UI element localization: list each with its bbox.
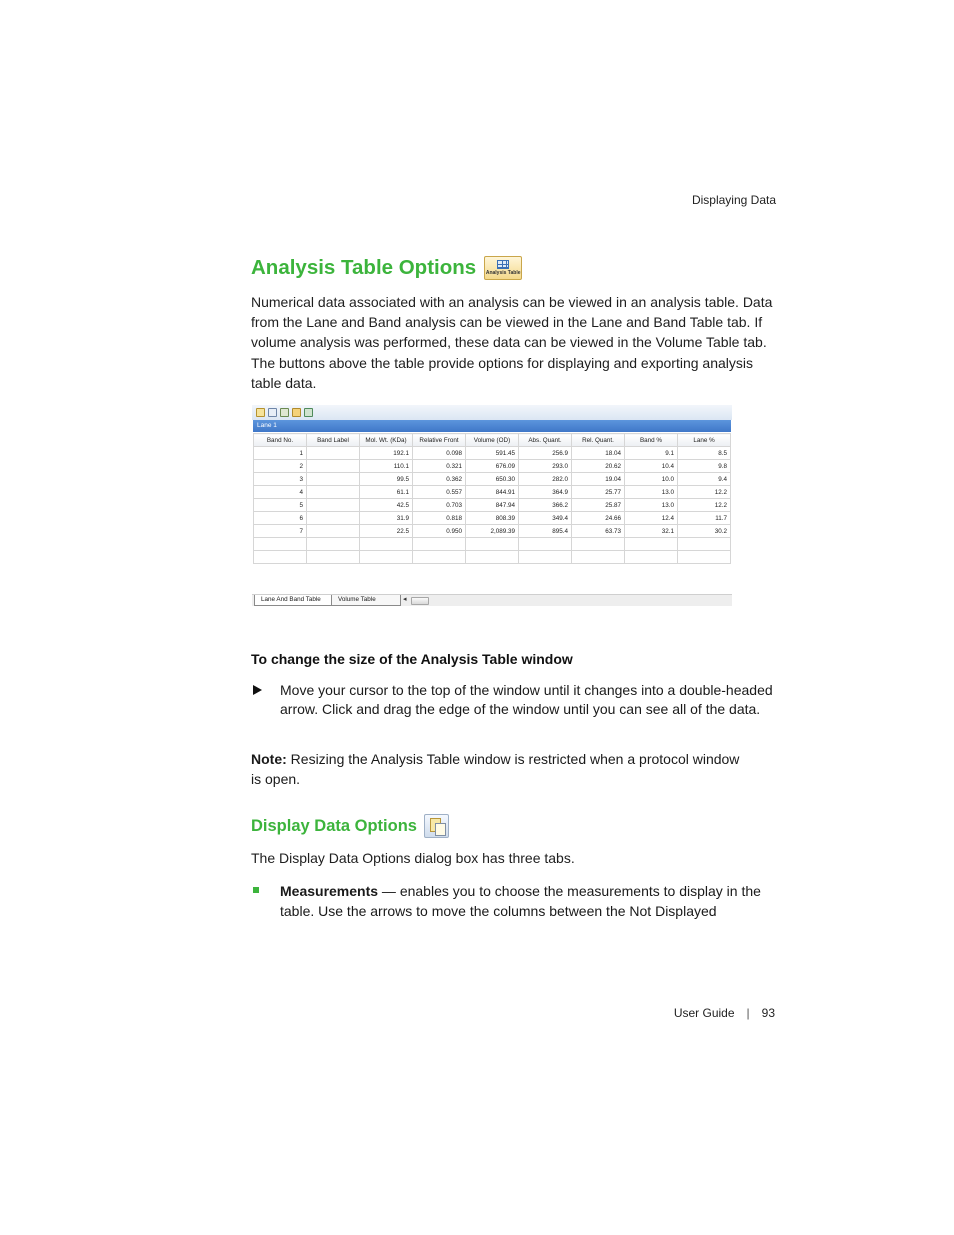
note-text: Resizing the Analysis Table window is restricted when a protocol window is open.: [251, 751, 740, 788]
table-cell: 110.1: [360, 460, 413, 473]
table-row[interactable]: [254, 473, 731, 486]
table-cell: 0.362: [413, 473, 466, 486]
table-row[interactable]: [254, 512, 731, 525]
tab-lane-and-band-table[interactable]: Lane And Band Table: [254, 595, 332, 606]
table-cell: 650.30: [466, 473, 519, 486]
table-cell: 0.703: [413, 499, 466, 512]
table-cell: [519, 538, 572, 551]
subsection-title: [251, 814, 449, 838]
table-cell: 0.098: [413, 447, 466, 460]
table-cell: 11.7: [678, 512, 731, 525]
table-cell: [625, 538, 678, 551]
table-cell: 282.0: [519, 473, 572, 486]
table-cell: 18.04: [572, 447, 625, 460]
table-row[interactable]: [254, 551, 731, 564]
table-cell: [413, 538, 466, 551]
table-cell: 2: [254, 460, 307, 473]
table-cell: 366.2: [519, 499, 572, 512]
table-cell: 25.87: [572, 499, 625, 512]
table-row[interactable]: [254, 538, 731, 551]
table-cell: 847.94: [466, 499, 519, 512]
table-cell: [625, 551, 678, 564]
table-cell: 9.4: [678, 473, 731, 486]
table-cell: [307, 525, 360, 538]
bullet-square-icon: [253, 887, 259, 893]
bullet-description: — enables you to choose the measurements to display in the table. Use the arrows to move the columns between the Not Displayed: [280, 883, 761, 920]
table-cell: [254, 538, 307, 551]
table-row[interactable]: [254, 460, 731, 473]
footer-label: User Guide: [673, 1006, 735, 1020]
table-cell: [307, 473, 360, 486]
table-cell: 12.2: [678, 499, 731, 512]
analysis-data-table: [253, 433, 731, 564]
print-icon[interactable]: [280, 408, 289, 417]
table-cell: 5: [254, 499, 307, 512]
table-cell: 24.66: [572, 512, 625, 525]
table-cell: [307, 447, 360, 460]
table-cell: 13.0: [625, 486, 678, 499]
table-cell: [466, 551, 519, 564]
procedure-heading: To change the size of the Analysis Table window: [251, 651, 573, 667]
table-cell: [360, 551, 413, 564]
table-cell: 0.557: [413, 486, 466, 499]
table-cell: [466, 538, 519, 551]
horizontal-scroll-thumb[interactable]: [411, 597, 429, 605]
table-cell: 676.09: [466, 460, 519, 473]
table-cell: 808.39: [466, 512, 519, 525]
analysis-table-button-caption: Analysis Table: [485, 270, 521, 276]
section-title: [251, 256, 522, 280]
table-cell: 61.1: [360, 486, 413, 499]
column-header[interactable]: Band No.: [254, 434, 307, 447]
table-row[interactable]: [254, 486, 731, 499]
table-cell: 31.9: [360, 512, 413, 525]
table-cell: [572, 551, 625, 564]
lane-header: Lane 1: [253, 420, 731, 432]
table-toolbar: [252, 405, 732, 420]
page-footer: [674, 1006, 775, 1020]
table-cell: 22.5: [360, 525, 413, 538]
display-options-icon[interactable]: [256, 408, 265, 417]
table-cell: 12.2: [678, 486, 731, 499]
bullet-text: [280, 881, 770, 921]
table-cell: [572, 538, 625, 551]
table-cell: [307, 551, 360, 564]
tab-volume-table[interactable]: Volume Table: [331, 595, 401, 606]
table-cell: 349.4: [519, 512, 572, 525]
table-cell: 0.818: [413, 512, 466, 525]
save-icon[interactable]: [304, 408, 313, 417]
table-cell: 364.9: [519, 486, 572, 499]
table-cell: 8.5: [678, 447, 731, 460]
table-cell: 10.0: [625, 473, 678, 486]
table-cell: 32.1: [625, 525, 678, 538]
table-cell: [254, 551, 307, 564]
column-header[interactable]: Abs. Quant.: [519, 434, 572, 447]
table-row[interactable]: [254, 447, 731, 460]
table-header-row: [254, 434, 731, 447]
table-cell: [413, 551, 466, 564]
table-cell: 20.62: [572, 460, 625, 473]
column-header[interactable]: Band %: [625, 434, 678, 447]
table-row[interactable]: [254, 499, 731, 512]
subsection-title-text: Display Data Options: [251, 816, 417, 835]
tab-scroll-left-icon[interactable]: ◂: [403, 596, 407, 603]
table-cell: 42.5: [360, 499, 413, 512]
note: [251, 749, 751, 789]
column-header[interactable]: Mol. Wt. (KDa): [360, 434, 413, 447]
table-cell: [307, 499, 360, 512]
export-icon[interactable]: [268, 408, 277, 417]
table-cell: [307, 538, 360, 551]
table-cell: 30.2: [678, 525, 731, 538]
table-cell: 0.321: [413, 460, 466, 473]
analysis-table-button[interactable]: [484, 256, 522, 280]
running-head: Displaying Data: [691, 193, 776, 207]
section-title-text: Analysis Table Options: [251, 256, 477, 279]
table-cell: 25.77: [572, 486, 625, 499]
table-cell: 844.91: [466, 486, 519, 499]
table-cell: 591.45: [466, 447, 519, 460]
table-cell: 293.0: [519, 460, 572, 473]
bullet-term: Measurements: [280, 883, 379, 899]
table-cell: [307, 512, 360, 525]
table-cell: 99.5: [360, 473, 413, 486]
table-cell: [678, 538, 731, 551]
table-cell: 4: [254, 486, 307, 499]
column-header[interactable]: Volume (OD): [466, 434, 519, 447]
table-cell: 9.1: [625, 447, 678, 460]
table-cell: 256.9: [519, 447, 572, 460]
column-header[interactable]: Rel. Quant.: [572, 434, 625, 447]
page-number: 93: [761, 1006, 775, 1020]
column-header[interactable]: Relative Front: [413, 434, 466, 447]
open-folder-icon[interactable]: [292, 408, 301, 417]
section-intro: Numerical data associated with an analysis can be viewed in an analysis table. Data from the Lane and Band analysis can be viewed in the Lane and Band Table tab. If volume analysis was performed, these data can be viewed in the Volume Table tab. The buttons above the table provide options for displaying and exporting analysis table data.: [251, 294, 773, 391]
table-cell: 3: [254, 473, 307, 486]
table-cell: [307, 460, 360, 473]
procedure-step: [252, 681, 777, 718]
step-arrow-icon: [253, 685, 262, 695]
table-cell: 6: [254, 512, 307, 525]
column-header[interactable]: Band Label: [307, 434, 360, 447]
table-cell: 12.4: [625, 512, 678, 525]
bullet-item-measurements: [252, 881, 777, 921]
table-cell: 2,089.39: [466, 525, 519, 538]
table-cell: 10.4: [625, 460, 678, 473]
table-cell: [519, 551, 572, 564]
table-cell: 63.73: [572, 525, 625, 538]
footer-separator: |: [746, 1006, 750, 1020]
table-cell: 19.04: [572, 473, 625, 486]
table-cell: 9.8: [678, 460, 731, 473]
table-cell: 1: [254, 447, 307, 460]
table-grid-icon: [497, 260, 509, 269]
subsection-intro: The Display Data Options dialog box has three tabs.: [251, 850, 575, 866]
procedure-step-text: Move your cursor to the top of the window until it changes into a double-headed arrow. Click and drag the edge of the window until you can see all of the data.: [280, 682, 773, 717]
table-row[interactable]: [254, 525, 731, 538]
table-tabs: [252, 594, 732, 606]
table-cell: [360, 538, 413, 551]
document-stack-icon: [435, 823, 446, 836]
note-label: Note:: [251, 751, 287, 767]
table-cell: 0.950: [413, 525, 466, 538]
analysis-table-screenshot: [252, 405, 732, 607]
display-data-options-button[interactable]: [424, 814, 449, 838]
column-header[interactable]: Lane %: [678, 434, 731, 447]
table-cell: 192.1: [360, 447, 413, 460]
table-cell: [678, 551, 731, 564]
table-cell: 13.0: [625, 499, 678, 512]
table-cell: 895.4: [519, 525, 572, 538]
table-cell: 7: [254, 525, 307, 538]
table-cell: [307, 486, 360, 499]
